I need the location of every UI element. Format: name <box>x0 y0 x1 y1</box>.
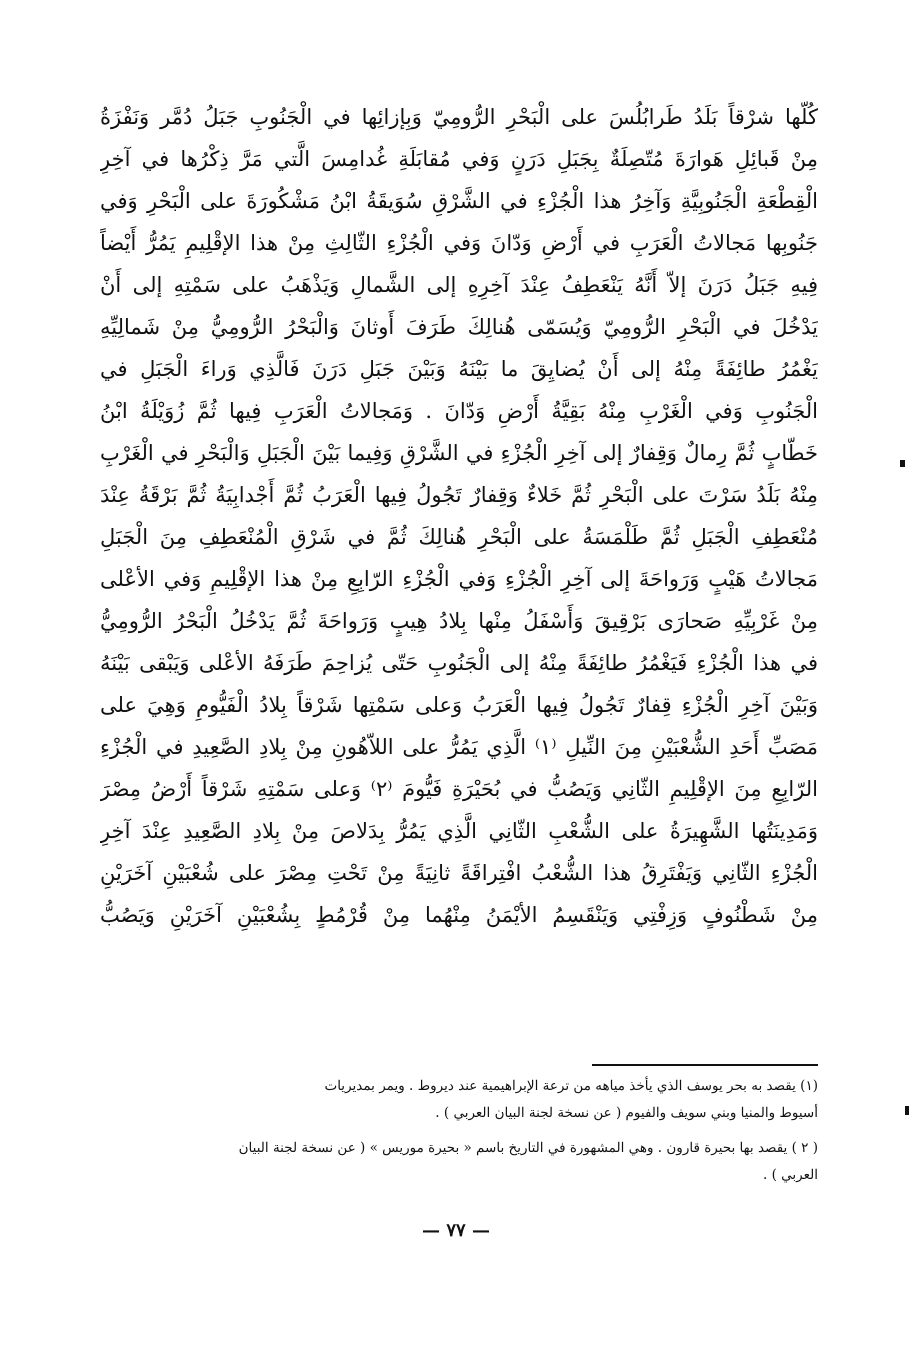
footnotes <box>100 1073 818 1189</box>
text-line: مِنْ غَرْبِيِّهِ صَحارَى بَرْقِيقَ وَأَسْفَلُ مِنْها بِلادُ هِيبٍ وَرَواحَةَ ثُمَّ يَدْخُلُ الْبَحْرُ الرُّومِيُّ <box>100 609 818 633</box>
text-line: مِنْ شَطْنُوفٍ وَزِفْتِي وَيَنْقَسِمُ الأيْمَنُ مِنْهُما مِنْ قُرْمُطٍ بِشُعْبَيْنِ آخَرَيْنِ وَيَصُبُّ <box>100 903 818 927</box>
text-line: خَطّابٍ ثُمَّ رِمالٌ وَقِفارٌ إلى آخِرِ الْجُزْءِ في الشَّرْقِ وَفِيما بَيْنَ الْجَبَلِ وَالْبَحْرِ في الْغَرْبِ <box>100 441 818 465</box>
text-line: مَجالاتُ هَيْبٍ وَرَواحَةَ إلى آخِرِ الْجُزْءِ وَفي الْجُزْءِ الرّابِعِ مِنْ هذا الإقْلِيمِ وَفي الأعْلى <box>100 567 818 591</box>
footnote-1 <box>100 1073 818 1127</box>
text-line: يَغْمُرُ طائِفَةً مِنْهُ إلى أَنْ يُضايِقَ ما بَيْنَهُ وَبَيْنَ جَبَلِ دَرَنَ فَالَّذِي وَراءَ الْجَبَلِ في <box>100 357 818 381</box>
footnote-line: (١) يقصد به بحر يوسف الذي يأخذ مياهه من ترعة الإبراهيمية عند ديروط . ويمر بمديريات <box>324 1078 818 1094</box>
text-line: مِنْ قَبائِلِ هَوارَةَ مُتّصِلَةٌ بِجَبَلِ دَرَنٍ وَفي مُقابَلَةِ غُدامِسَ الَّتي مَرَّ ذِكْرُها في آخِرِ <box>100 147 818 171</box>
scan-mark <box>905 1106 909 1115</box>
text-line: الْقِطْعَةِ الْجَنُوبِيَّةِ وَآخِرُ هذا الْجُزْءِ في الشَّرْقِ سُوَيقَةُ ابْنُ مَشْكُورَةَ على الْبَحْرِ وَفي <box>100 189 818 213</box>
text-line: مِنْهُ بَلَدُ سَرْتَ على الْبَحْرِ ثُمَّ خَلاءٌ وَقِفارٌ تَجُولُ فِيها الْعَرَبُ ثُمَّ أَجْدابِيَةُ ثُمَّ بَرْقَةُ عِنْدَ <box>100 483 818 507</box>
footnote-line: العربي ) . <box>763 1167 818 1183</box>
footnote-line: أسيوط والمنيا وبني سويف والفيوم ( عن نسخة لجنة البيان العربي ) . <box>435 1105 818 1121</box>
text-line: وَبَيْنَ آخِرِ الْجُزْءِ قِفارٌ تَجُولُ فِيها الْعَرَبُ وَعلى سَمْتِها شَرْقاً بِلادُ الْفَيُّومِ وَهِيَ على <box>100 693 818 717</box>
text-line: يَدْخُلَ في الْبَحْرِ الرُّومِيّ وَيُسَمّى هُنالِكَ طَرَفَ أَوثانَ وَالْبَحْرُ الرُّومِيُّ مِنْ شَمالِيِّهِ <box>100 315 818 339</box>
main-text <box>100 96 818 936</box>
text-line: الْجَنُوبِ وَفي الْغَرْبِ مِنْهُ بَقِيَّةُ أَرْضِ وَدّانَ . وَمَجالاتُ الْعَرَبِ فِيها ثُمَّ زُوَيْلَةُ ابْنُ <box>100 399 818 423</box>
text-line: في هذا الْجُزْءِ فَيَغْمُرُ طائِفَةً مِنْهُ إلى الْجَنُوبِ حَتّى يُزاحِمَ طَرَفَهُ الأعْلى وَيَبْقى بَيْنَهُ <box>100 651 818 675</box>
page-number: — ٧٧ — <box>422 1220 490 1241</box>
text-line: فِيهِ جَبَلُ دَرَنَ إلاّ أَنَّهُ يَنْعَطِفُ عِنْدَ آخِرِهِ إلى الشَّمالِ وَيَذْهَبُ على سَمْتِهِ إلى أَنْ <box>100 273 818 297</box>
text-line: الرّابِعِ مِنَ الإقْلِيمِ الثّانِي وَيَصُبُّ في بُحَيْرَةِ فَيُّومَ ⁽٢⁾ وَعلى سَمْتِهِ شَرْقاً أَرْضُ مِصْرَ <box>100 777 818 801</box>
text-line: مُنْعَطِفِ الْجَبَلِ ثُمَّ طَلْمَسَةُ على الْبَحْرِ هُنالِكَ ثُمَّ في شَرْقِ الْمُنْعَطِفِ مِنَ الْجَبَلِ <box>100 525 818 549</box>
text-line: مَصَبِّ أَحَدِ الشُّعْبَيْنِ مِنَ النِّيلِ ⁽١⁾ الَّذِي يَمُرُّ على اللاّهُونِ مِنْ بِلادِ الصَّعِيدِ في الْجُزْءِ <box>100 735 818 759</box>
text-line: جَنُوبِها مَجالاتُ الْعَرَبِ في أَرْضِ وَدّانَ وَفي الْجُزْءِ الثّالِثِ مِنْ هذا الإقْلِيمِ يَمُرُّ أَيْضاً <box>100 231 818 255</box>
text-line: الْجُزْءِ الثّانِي وَيَفْتَرِقُ هذا الشُّعْبُ افْتِراقَةً ثانِيَةً مِنْ تَحْتِ مِصْرَ على شُعْبَيْنِ آخَرَيْنِ <box>100 861 818 885</box>
text-line: كُلّها شرْقاً بَلَدُ طَرابُلُسَ على الْبَحْرِ الرُّومِيّ وَبِإزائِها في الْجَنُوبِ جَبَلُ دُمَّر وَنَفْزَةُ <box>100 105 818 129</box>
footnote-2 <box>100 1135 818 1189</box>
footnote-line: ( ٢ ) يقصد بها بحيرة قارون . وهي المشهورة في التاريخ باسم « بحيرة موريس » ( عن نسخة لجنة البيان <box>238 1140 818 1156</box>
scan-mark <box>900 460 905 467</box>
footnote-divider <box>592 1064 818 1066</box>
text-line: وَمَدِينَتُها الشَّهِيرَةُ على الشُّعْبِ الثّانِي الَّذِي يَمُرُّ بِدَلاصَ مِنْ بِلادِ الصَّعِيدِ عِنْدَ آخِرِ <box>100 819 818 843</box>
